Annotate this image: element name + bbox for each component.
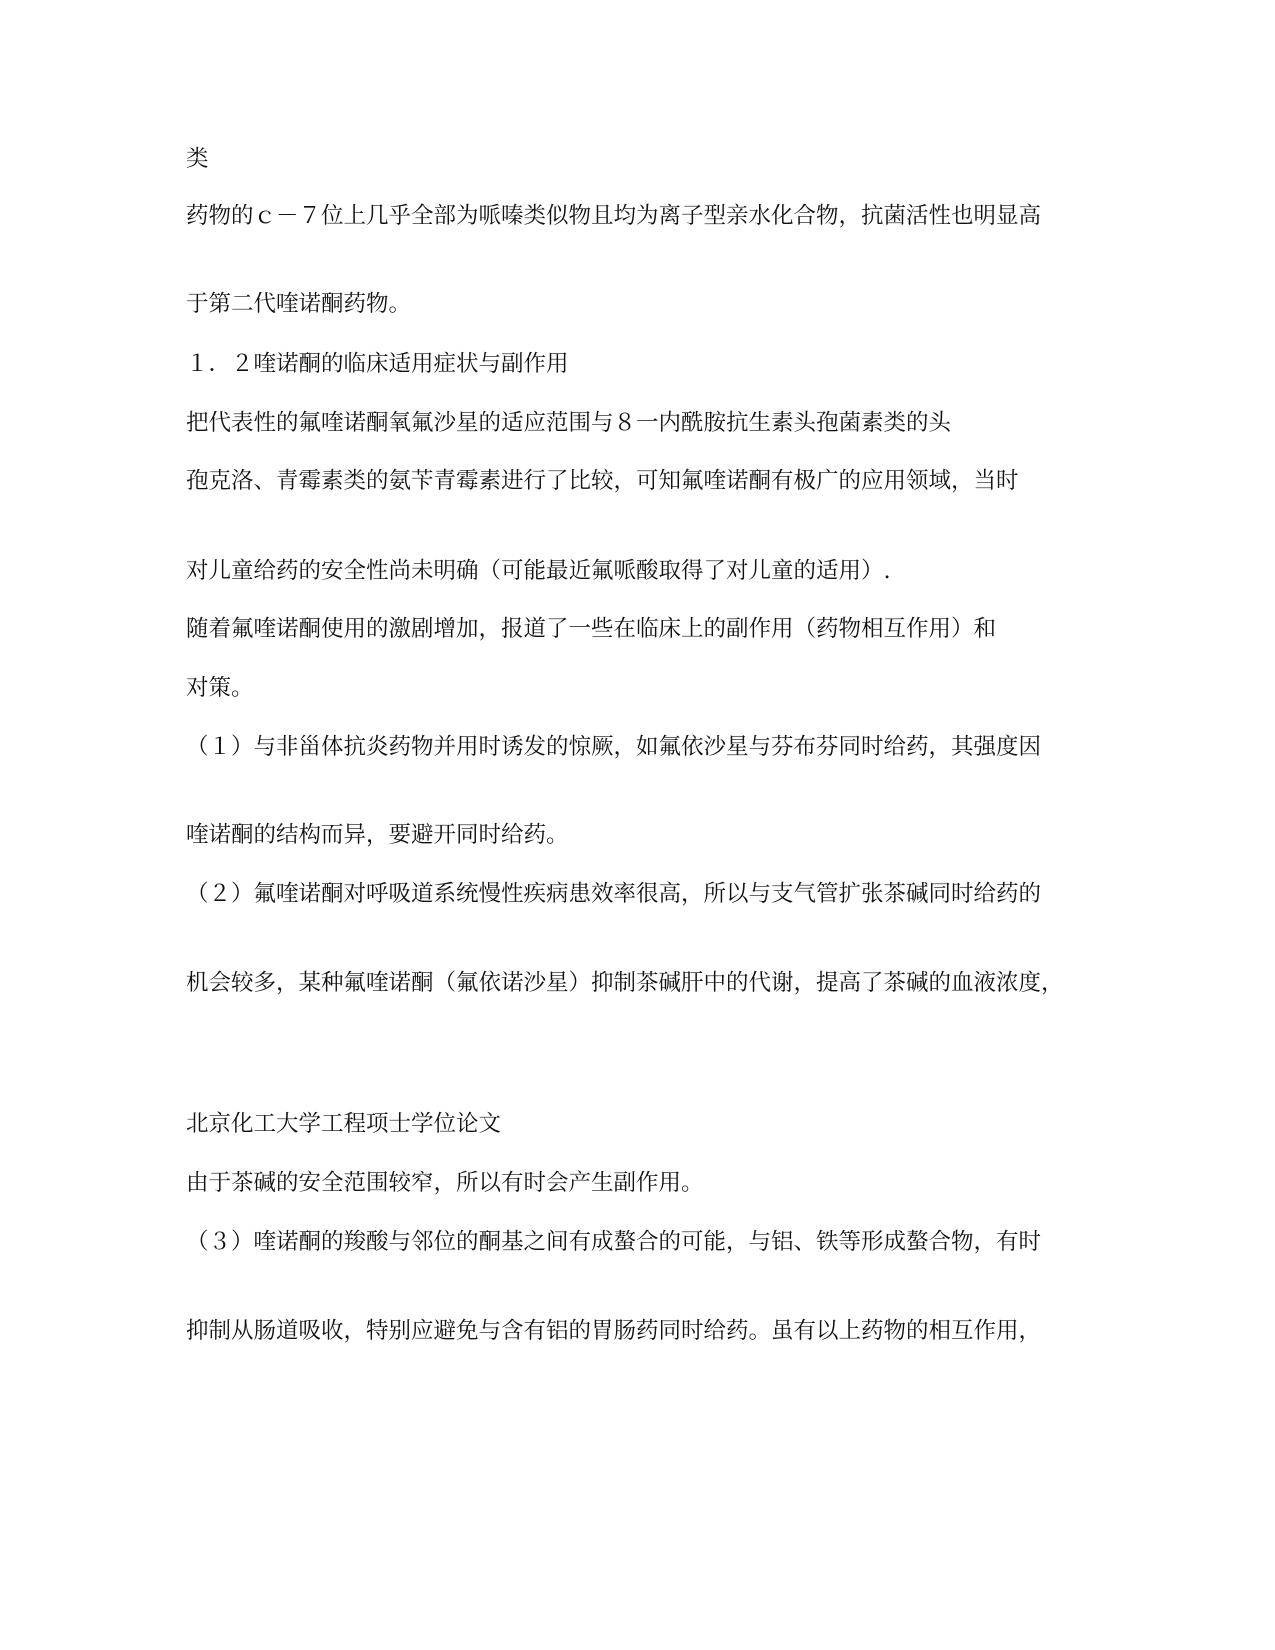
- paragraph-second-gen-comparison: 于第二代喹诺酮药物。: [186, 291, 412, 317]
- list-item-1-continuation: 喹诺酮的结构而异，要避开同时给药。: [186, 822, 569, 848]
- paragraph-third-gen-quinolones: 药物的ｃ－７位上几乎全部为哌嗪类似物且均为离子型亲水化合物，抗菌活性也明显高: [186, 203, 1042, 229]
- paragraph-application-range: 孢克洛、青霉素类的氨苄青霉素进行了比较，可知氟喹诺酮有极广的应用领域，当时: [186, 468, 1019, 494]
- list-item-3-chelation: （３）喹诺酮的羧酸与邻位的酮基之间有成螯合的可能，与铝、铁等形成螯合物，有时: [186, 1229, 1042, 1255]
- list-item-1-convulsions: （１）与非甾体抗炎药物并用时诱发的惊厥，如氟依沙星与芬布芬同时给药，其强度因: [186, 734, 1042, 760]
- paragraph-ofloxacin-comparison: 把代表性的氟喹诺酮氧氟沙星的适应范围与８一内酰胺抗生素头孢菌素类的头: [186, 410, 952, 436]
- paragraph-countermeasures: 对策。: [186, 675, 254, 701]
- paragraph-child-safety: 对儿童给药的安全性尚未明确（可能最近氟哌酸取得了对儿童的适用）.: [186, 558, 891, 584]
- paragraph-fragment-heading: 类: [186, 146, 209, 172]
- list-item-2-theophylline: （２）氟喹诺酮对呼吸道系统慢性疾病患效率很高，所以与支气管扩张茶碱同时给药的: [186, 881, 1042, 907]
- list-item-3-continuation: 抑制从肠道吸收，特别应避免与含有铝的胃肠药同时给药。虽有以上药物的相互作用，: [186, 1318, 1042, 1344]
- list-item-2-continuation: 机会较多，某种氟喹诺酮（氟依诺沙星）抑制茶碱肝中的代谢，提高了茶碱的血液浓度，: [186, 970, 1064, 996]
- section-heading-clinical-use: １．２喹诺酮的临床适用症状与副作用: [186, 351, 569, 377]
- paragraph-side-effects-intro: 随着氟喹诺酮使用的激剧增加，报道了一些在临床上的副作用（药物相互作用）和: [186, 616, 997, 642]
- thesis-running-header: 北京化工大学工程项士学位论文: [186, 1111, 502, 1137]
- paragraph-safety-range: 由于茶碱的安全范围较窄，所以有时会产生副作用。: [186, 1170, 704, 1196]
